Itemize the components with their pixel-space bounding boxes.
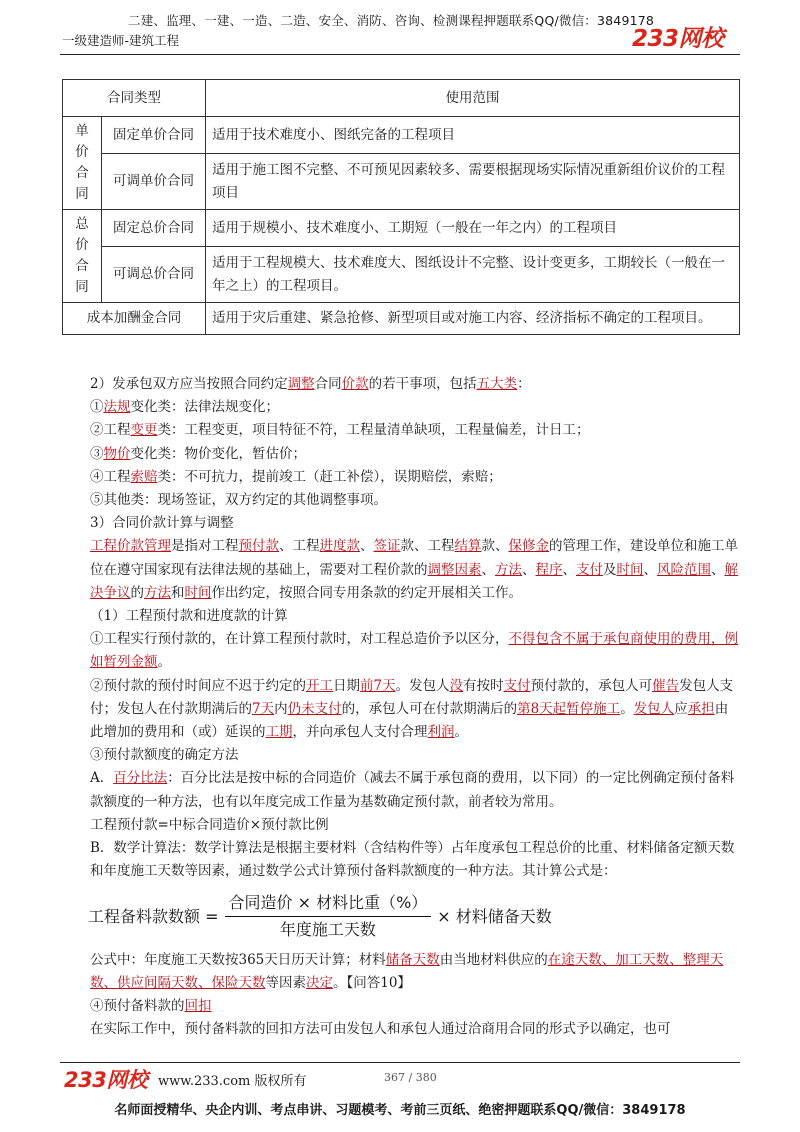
- text-run: 。: [454, 724, 468, 741]
- text-run: 由此增加的费用和（或）延误的: [90, 700, 729, 741]
- formula-denominator: 年度施工天数: [279, 919, 376, 939]
- keyword-highlight: 在途天数、加工天数、整理天数、供应间隔天数、保险天数: [90, 951, 724, 992]
- contract-range-cell: 适用于规模小、技术难度小、工期短（一般在一年之内）的工程项目: [206, 210, 740, 247]
- keyword-highlight: 工期: [265, 724, 293, 741]
- footer-divider: [60, 1062, 740, 1063]
- text-run: 内: [274, 700, 288, 717]
- keyword-highlight: 发包人: [633, 700, 675, 717]
- footer-logo: 233网校: [64, 1068, 148, 1092]
- paragraph-percentage-method: A．百分比法：百分比法是按中标的合同造价（减去不属于承包商的费用，以下同）的一定比例确定预付备料款额度的一种方法，也有以年度完成工作量为基数确定预付款，前者较为常用。: [90, 770, 735, 810]
- text-run: 款、: [481, 538, 509, 555]
- formula-numerator: 合同造价 × 材料比重（%）: [225, 891, 432, 916]
- text-run: 。【问答10】: [333, 975, 411, 992]
- page-number: 367 / 380: [384, 1071, 437, 1084]
- keyword-highlight: 签证: [373, 538, 401, 555]
- paragraph-price-management: [62, 535, 740, 605]
- list-item: ④工程索赔类：不可抗力，提前竣工（赶工补偿），误期赔偿，索赔；: [90, 468, 502, 485]
- header-subtitle: 一级建造师-建筑工程: [62, 33, 180, 48]
- paragraph-heading: ④预付备料款的回扣: [90, 998, 212, 1015]
- contract-type-cell: 可调总价合同: [102, 247, 206, 303]
- table-header-row: [63, 80, 740, 117]
- keyword-highlight: 时间: [616, 561, 644, 578]
- group-label-total-price: 总价合同: [63, 210, 102, 303]
- text-run: 公式中：年度施工天数按365天日历天计算；材料: [90, 951, 386, 968]
- text-run: ，并向承包人支付合理: [292, 724, 428, 741]
- list-item: ②工程变更类：工程变更，项目特征不符，工程量清单缺项，工程量偏差，计日工；: [90, 422, 590, 439]
- keyword-highlight: 前7天: [360, 677, 396, 694]
- table-row: [63, 247, 740, 303]
- keyword-highlight: 支付: [503, 677, 531, 694]
- paragraph-formula-notes: [62, 949, 740, 995]
- paragraph-deduction-method: 在实际工作中，预付备料款的回扣方法可由发包人和承包人通过洽商用合同的形式予以确定，也可: [90, 1021, 671, 1038]
- keyword-highlight: 没: [449, 677, 464, 694]
- table-row: [63, 210, 740, 247]
- keyword-highlight: 预付款: [238, 538, 279, 555]
- contract-type-cell: 固定总价合同: [102, 210, 206, 247]
- header-logo: 233网校: [632, 26, 724, 52]
- text-run: 等因素: [265, 975, 306, 992]
- formula-lhs: 工程备料款数额 =: [88, 906, 219, 926]
- paragraph-heading: ③预付款额度的确定方法: [90, 747, 239, 764]
- keyword-highlight: 7天: [252, 700, 275, 717]
- keyword-highlight: 催告: [652, 677, 680, 694]
- text-run: 、: [481, 561, 495, 578]
- keyword-highlight: 保修金: [508, 538, 549, 555]
- text-run: 的，承包人可在付款期满后的: [341, 700, 518, 717]
- text-run: 有按时: [463, 677, 504, 694]
- keyword-highlight: 决定: [306, 975, 333, 992]
- table-row: [63, 154, 740, 210]
- contract-type-cell: 固定单价合同: [102, 117, 206, 154]
- text-run: 、: [360, 538, 374, 555]
- column-header-type: 合同类型: [63, 80, 206, 117]
- text-run: 的: [130, 584, 144, 601]
- list-item: ⑤其他类：现场签证，双方约定的其他调整事项。: [90, 492, 387, 509]
- keyword-highlight: 方法: [144, 584, 171, 601]
- text-run: 作出约定，按照合同专用条款的约定开展相关工作。: [211, 584, 522, 601]
- contract-range-cell: 适用于技术难度小、图纸完备的工程项目: [206, 117, 740, 154]
- contract-type-cell: 可调单价合同: [102, 154, 206, 210]
- paragraph-prepayment-formula-text: 工程预付款=中标合同造价×预付款比例: [90, 816, 329, 833]
- list-item: ①法规变化类：法律法规变化；: [90, 399, 279, 416]
- text-run: 、: [711, 561, 725, 578]
- text-run: 由当地材料供应的: [439, 951, 548, 968]
- text-run: 、: [562, 561, 576, 578]
- keyword-highlight: 利润: [427, 724, 455, 741]
- text-run: 、: [522, 561, 536, 578]
- group-label-unit-price: 单价合同: [63, 117, 102, 210]
- contract-type-table: [62, 79, 740, 335]
- contract-range-cell: 适用于工程规模大、技术难度大、图纸设计不完整、设计变更多，工期较长（一般在一年之上）的工程项目。: [206, 247, 740, 303]
- keyword-highlight: 工程价款管理: [90, 538, 171, 555]
- subsection-heading: （1）工程预付款和进度款的计算: [90, 608, 288, 625]
- keyword-highlight: 承担: [687, 700, 715, 717]
- keyword-highlight: 第8天起暂停施工: [517, 700, 621, 717]
- text-run: 发包人支付；发包人在付款期满后的: [90, 677, 734, 717]
- text-run: 的管理工作，建设单位和施工单位在遵守国家现有法律法规的基础上，需要对工程价款的: [90, 538, 738, 578]
- list-item: ③物价变化类：物价变化，暂估价；: [90, 445, 306, 462]
- table-row: [63, 303, 740, 335]
- keyword-highlight: 仍未支付: [287, 700, 342, 717]
- keyword-highlight: 结算: [454, 538, 482, 555]
- keyword-highlight: 调整因素: [427, 561, 482, 578]
- section-heading: 3）合同价款计算与调整: [90, 515, 234, 532]
- paragraph-prepayment-time: [62, 675, 740, 745]
- paragraph-prepayment-calc: ①工程实行预付款的，在计算工程预付款时，对工程总造价予以区分，不得包含不属于承包商使用的费用，例如暂列金额。: [90, 631, 738, 671]
- formula-fraction: [225, 891, 432, 940]
- text-run: 、工程: [279, 538, 320, 555]
- paragraph-math-method: B．数学计算法：数学计算法是根据主要材料（含结构件等）占年度承包工程总价的比重、材料储备定额天数和年度施工天数等因素，通过数学公式计算预付备料款额度的一种方法。其计算公式是：: [90, 840, 735, 880]
- header-contact-line: 二建、监理、一建、一造、二造、安全、消防、咨询、检测课程押题联系QQ/微信：3849178: [128, 13, 655, 28]
- contract-type-cell: 成本加酬金合同: [63, 303, 206, 335]
- paragraph-adjustment-intro: 2）发承包双方应当按照合同约定调整合同价款的若干事项，包括五大类：: [90, 376, 531, 392]
- keyword-highlight: 储备天数: [385, 951, 440, 968]
- text-run: 应: [674, 700, 688, 717]
- keyword-highlight: 开工: [306, 677, 333, 694]
- text-run: ②预付款的预付时间应不迟于约定的: [90, 677, 306, 694]
- column-header-range: 使用范围: [206, 80, 740, 117]
- footer-contact-line: 名师面授精华、央企内训、考点串讲、习题模考、考前三页纸、绝密押题联系QQ/微信：3849178: [114, 1103, 686, 1118]
- table-row: [63, 117, 740, 154]
- contract-range-cell: 适用于施工图不完整、不可预见因素较多、需要根据现场实际情况重新组价议价的工程项目: [206, 154, 740, 210]
- text-run: 。: [620, 700, 634, 717]
- text-run: 及: [603, 561, 617, 578]
- text-run: 、: [643, 561, 657, 578]
- text-run: 款、工程: [400, 538, 455, 555]
- material-prepayment-formula: [88, 891, 740, 940]
- text-run: 和: [171, 584, 185, 601]
- keyword-highlight: 进度款: [319, 538, 360, 555]
- document-body: [62, 373, 740, 1042]
- header-divider: [60, 54, 740, 55]
- footer-copyright: www.233.com 版权所有: [158, 1074, 307, 1089]
- text-run: 。发包人: [395, 677, 450, 694]
- keyword-highlight: 解决争议: [90, 561, 738, 601]
- keyword-highlight: 方法: [495, 561, 522, 578]
- keyword-highlight: 程序: [535, 561, 563, 578]
- text-run: 是指对工程: [171, 538, 239, 555]
- keyword-highlight: 支付: [576, 561, 603, 578]
- text-run: 日期: [333, 677, 360, 694]
- text-run: 预付款的，承包人可: [530, 677, 653, 694]
- keyword-highlight: 风险范围: [657, 561, 711, 578]
- contract-range-cell: 适用于灾后重建、紧急抢修、新型项目或对施工内容、经济指标不确定的工程项目。: [206, 303, 740, 335]
- formula-rhs: × 材料储备天数: [437, 906, 552, 926]
- keyword-highlight: 时间: [184, 584, 212, 601]
